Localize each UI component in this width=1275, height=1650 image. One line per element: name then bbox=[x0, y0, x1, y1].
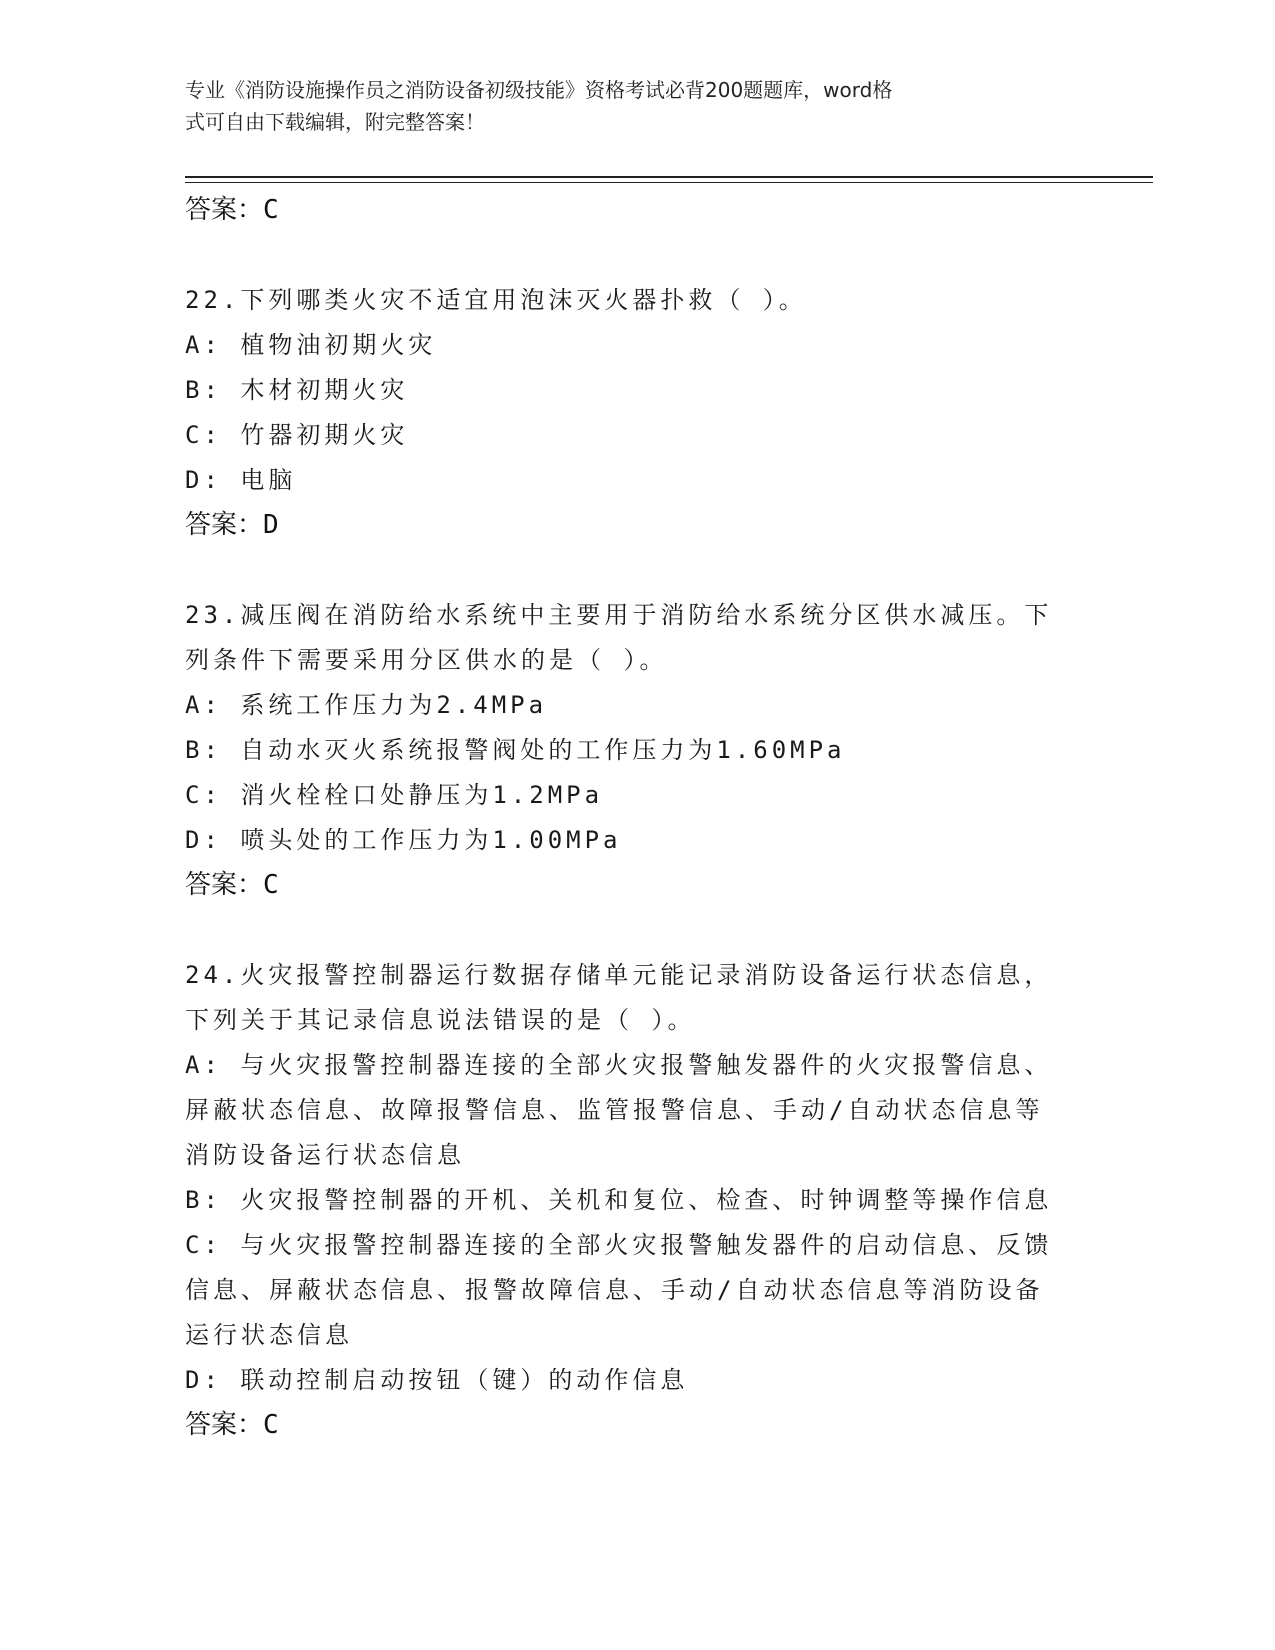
answer-key: D bbox=[263, 510, 279, 540]
option-b: B: 自动水灭火系统报警阀处的工作压力为1.60MPa bbox=[185, 736, 846, 764]
option-a: A: 与火灾报警控制器连接的全部火灾报警触发器件的火灾报警信息、 bbox=[185, 1051, 1053, 1079]
option-c: C: 与火灾报警控制器连接的全部火灾报警触发器件的启动信息、反馈 bbox=[185, 1231, 1053, 1259]
header-line-1: 专业《消防设施操作员之消防设备初级技能》资格考试必背200题题库，word格 bbox=[185, 78, 893, 102]
option-a: 消防设备运行状态信息 bbox=[185, 1141, 465, 1169]
document-header bbox=[185, 74, 1065, 138]
question-stem: 23.减压阀在消防给水系统中主要用于消防给水系统分区供水减压。下 bbox=[185, 601, 1053, 629]
question-22 bbox=[185, 278, 1085, 548]
spacer bbox=[185, 908, 1085, 953]
option-d: D: 联动控制启动按钮（键）的动作信息 bbox=[185, 1366, 689, 1394]
option-a: 屏蔽状态信息、故障报警信息、监管报警信息、手动/自动状态信息等 bbox=[185, 1096, 1044, 1124]
header-line-2: 式可自由下载编辑，附完整答案！ bbox=[185, 110, 485, 134]
option-b: B: 木材初期火灾 bbox=[185, 376, 409, 404]
answer-label: 答案： bbox=[185, 195, 264, 225]
answer-line bbox=[185, 1403, 1085, 1448]
answer-label: 答案： bbox=[185, 870, 264, 900]
question-stem: 下列关于其记录信息说法错误的是（ ）。 bbox=[185, 1006, 696, 1034]
option-c: C: 消火栓栓口处静压为1.2MPa bbox=[185, 781, 604, 809]
option-c: 信息、屏蔽状态信息、报警故障信息、手动/自动状态信息等消防设备 bbox=[185, 1276, 1044, 1304]
question-stem: 24.火灾报警控制器运行数据存储单元能记录消防设备运行状态信息， bbox=[185, 961, 1053, 989]
option-c: 运行状态信息 bbox=[185, 1321, 353, 1349]
answer-key: C bbox=[263, 195, 279, 225]
option-a: A: 植物油初期火灾 bbox=[185, 331, 437, 359]
answer-label: 答案： bbox=[185, 510, 264, 540]
option-d: D: 喷头处的工作压力为1.00MPa bbox=[185, 826, 622, 854]
answer-line bbox=[185, 503, 1085, 548]
answer-key: C bbox=[263, 870, 279, 900]
question-stem: 22.下列哪类火灾不适宜用泡沫灭火器扑救（ ）。 bbox=[185, 286, 807, 314]
option-a: A: 系统工作压力为2.4MPa bbox=[185, 691, 548, 719]
spacer bbox=[185, 548, 1085, 593]
option-b: B: 火灾报警控制器的开机、关机和复位、检查、时钟调整等操作信息 bbox=[185, 1186, 1053, 1214]
option-d: D: 电脑 bbox=[185, 466, 297, 494]
header-divider-thick bbox=[185, 176, 1153, 178]
header-divider-thin bbox=[185, 182, 1153, 183]
spacer bbox=[185, 233, 1085, 278]
document-body bbox=[185, 188, 1085, 1448]
option-c: C: 竹器初期火灾 bbox=[185, 421, 409, 449]
answer-line-prev bbox=[185, 188, 1085, 233]
question-stem: 列条件下需要采用分区供水的是（ ）。 bbox=[185, 646, 668, 674]
question-23 bbox=[185, 593, 1085, 908]
answer-label: 答案： bbox=[185, 1410, 264, 1440]
answer-line bbox=[185, 863, 1085, 908]
question-24 bbox=[185, 953, 1085, 1448]
answer-key: C bbox=[263, 1410, 279, 1440]
